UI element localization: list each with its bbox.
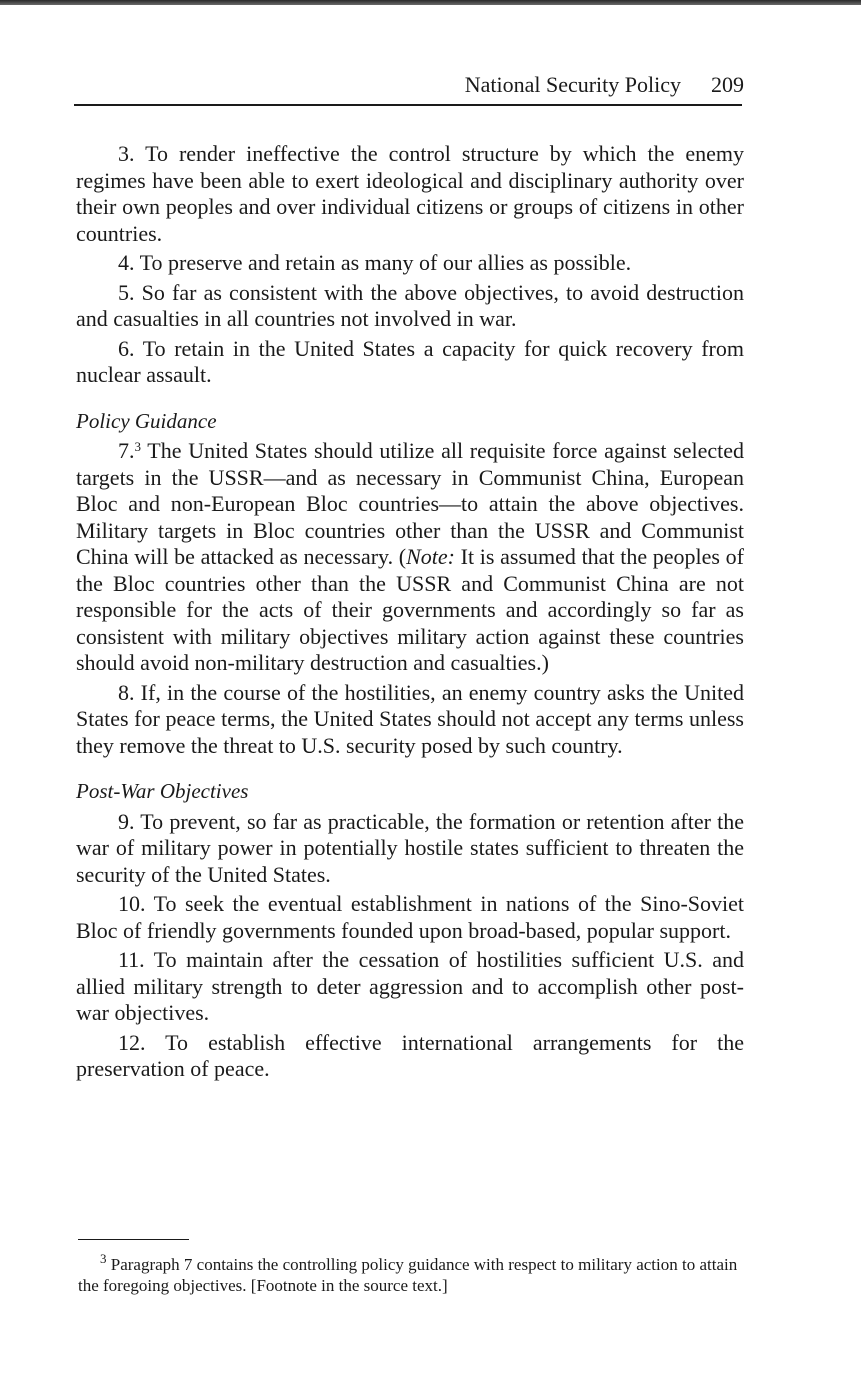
page-number: 209 bbox=[711, 72, 744, 97]
paragraph-7-text: The United States should utilize all requisite force against selected targets in the USSR—and as necessary in Communist China, European Bloc and non-European Bloc countries—to attain the above objectives. Military targets in Bloc countries other than the USSR and Communist China will be attacked as necessary. ( bbox=[76, 438, 744, 569]
header-rule bbox=[74, 104, 742, 106]
paragraph-10: 10. To seek the eventual establishment in nations of the Sino-Soviet Bloc of friendly governments founded upon broad-based, popular support. bbox=[76, 891, 744, 943]
paragraph-4: 4. To preserve and retain as many of our allies as possible. bbox=[118, 250, 632, 275]
footnote bbox=[78, 1251, 750, 1296]
paragraph-5: 5. So far as consistent with the above objectives, to avoid destruction and casualties in all countries not involved in war. bbox=[76, 279, 744, 331]
note-label: Note: bbox=[406, 544, 455, 569]
running-header-title: National Security Policy bbox=[464, 72, 681, 97]
footnote-marker: 3 bbox=[100, 1251, 107, 1266]
page-top-edge bbox=[0, 0, 861, 5]
paragraph-7 bbox=[76, 438, 744, 677]
page-body bbox=[76, 141, 744, 1086]
paragraph-7-note-text: It is assumed that the peoples of the Bloc countries other than the USSR and Communist China are not responsible for the acts of their governments and accordingly so far as consistent with military objectives military action against these countries should avoid non-military destruction and casualties.) bbox=[76, 544, 744, 675]
paragraph-3: 3. To render ineffective the control structure by which the enemy regimes have been able to exert ideological and disciplinary authority over their own peoples and over individual citizens or groups of citizens in other countries. bbox=[76, 141, 744, 246]
section-heading-policy-guidance: Policy Guidance bbox=[76, 408, 217, 433]
running-header bbox=[76, 72, 744, 98]
footnote-text: Paragraph 7 contains the controlling policy guidance with respect to military action to attain the foregoing objectives. [Footnote in the source text.] bbox=[78, 1255, 738, 1295]
paragraph-11: 11. To maintain after the cessation of hostilities sufficient U.S. and allied military strength to deter aggression and to accomplish other post-war objectives. bbox=[76, 947, 744, 1025]
footnote-reference: 3 bbox=[134, 439, 141, 454]
section-heading-post-war-objectives: Post-War Objectives bbox=[76, 779, 249, 803]
paragraph-7-number: 7. bbox=[118, 438, 135, 463]
paragraph-12: 12. To establish effective international arrangements for the preservation of peace. bbox=[76, 1029, 744, 1081]
paragraph-9: 9. To prevent, so far as practicable, the formation or retention after the war of military power in potentially hostile states sufficient to threaten the security of the United States. bbox=[76, 808, 744, 887]
footnote-rule bbox=[78, 1239, 189, 1240]
paragraph-6: 6. To retain in the United States a capacity for quick recovery from nuclear assault. bbox=[76, 335, 744, 387]
paragraph-8: 8. If, in the course of the hostilities, an enemy country asks the United States for peace terms, the United States should not accept any terms unless they remove the threat to U.S. security posed by such country. bbox=[76, 679, 744, 758]
